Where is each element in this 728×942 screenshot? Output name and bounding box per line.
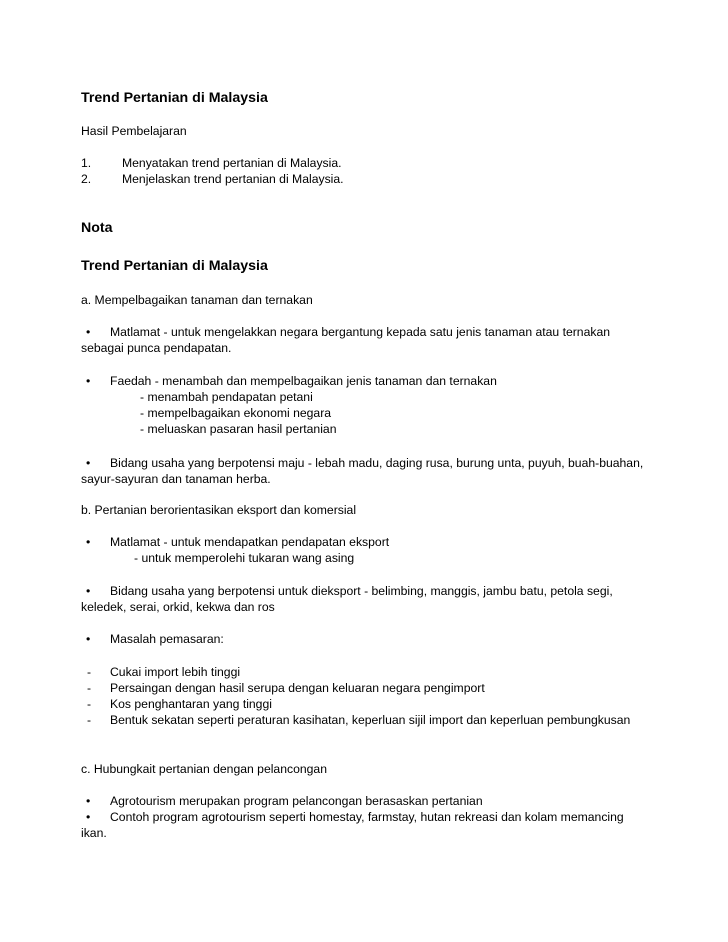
contoh-text: Contoh program agrotourism seperti homestay, farmstay, hutan rekreasi dan kolam memancing (110, 810, 624, 824)
item-text: Menjelaskan trend pertanian di Malaysia. (122, 172, 344, 186)
contoh-text-cont: ikan. (81, 826, 107, 840)
bullet: • (86, 632, 91, 646)
bullet: • (86, 535, 91, 549)
masalah-heading: Masalah pemasaran: (110, 632, 224, 646)
bidang-text: Bidang usaha yang berpotensi untuk dieksport - belimbing, manggis, jambu batu, petola segi, (110, 584, 613, 598)
section-c-title: c. Hubungkait pertanian dengan pelancongan (81, 762, 327, 776)
masalah-item: Cukai import lebih tinggi (110, 665, 241, 679)
dash: - (87, 697, 92, 711)
faedah-item: - mempelbagaikan ekonomi negara (140, 406, 332, 420)
masalah-item: Bentuk sekatan seperti peraturan kasihatan, keperluan sijil import dan keperluan pembungkusan (110, 713, 631, 727)
faedah-text: Faedah - menambah dan mempelbagaikan jenis tanaman dan ternakan (110, 374, 497, 388)
faedah-item: - menambah pendapatan petani (140, 390, 313, 404)
matlamat-text: Matlamat - untuk mengelakkan negara bergantung kepada satu jenis tanaman atau ternakan (110, 325, 611, 339)
item-number: 1. (81, 156, 92, 170)
bullet: • (86, 810, 91, 824)
learning-outcomes-heading: Hasil Pembelajaran (81, 124, 187, 138)
nota-heading: Nota (81, 220, 113, 236)
agrotourism-text: Agrotourism merupakan program pelancongan berasaskan pertanian (110, 794, 483, 808)
faedah-item: - meluaskan pasaran hasil pertanian (140, 422, 337, 436)
matlamat-sub: - untuk memperolehi tukaran wang asing (134, 551, 355, 565)
masalah-item: Persaingan dengan hasil serupa dengan keluaran negara pengimport (110, 681, 485, 695)
section-a-title: a. Mempelbagaikan tanaman dan ternakan (81, 293, 313, 307)
bullet: • (86, 456, 91, 470)
masalah-item: Kos penghantaran yang tinggi (110, 697, 272, 711)
nota-subheading: Trend Pertanian di Malaysia (81, 258, 268, 274)
section-b-title: b. Pertanian berorientasikan eksport dan komersial (81, 503, 357, 517)
item-number: 2. (81, 172, 92, 186)
bidang-text-cont: sayur-sayuran dan tanaman herba. (81, 472, 271, 486)
bullet: • (86, 794, 91, 808)
bullet: • (86, 325, 91, 339)
document-title: Trend Pertanian di Malaysia (81, 90, 268, 106)
bullet: • (86, 584, 91, 598)
matlamat-text-cont: sebagai punca pendapatan. (81, 341, 232, 355)
dash: - (87, 713, 92, 727)
dash: - (87, 665, 92, 679)
matlamat-text: Matlamat - untuk mendapatkan pendapatan eksport (110, 535, 390, 549)
dash: - (87, 681, 92, 695)
bidang-text: Bidang usaha yang berpotensi maju - lebah madu, daging rusa, burung unta, puyuh, buah-buahan, (110, 456, 644, 470)
item-text: Menyatakan trend pertanian di Malaysia. (122, 156, 342, 170)
bidang-text-cont: keledek, serai, orkid, kekwa dan ros (81, 600, 275, 614)
bullet: • (86, 374, 91, 388)
